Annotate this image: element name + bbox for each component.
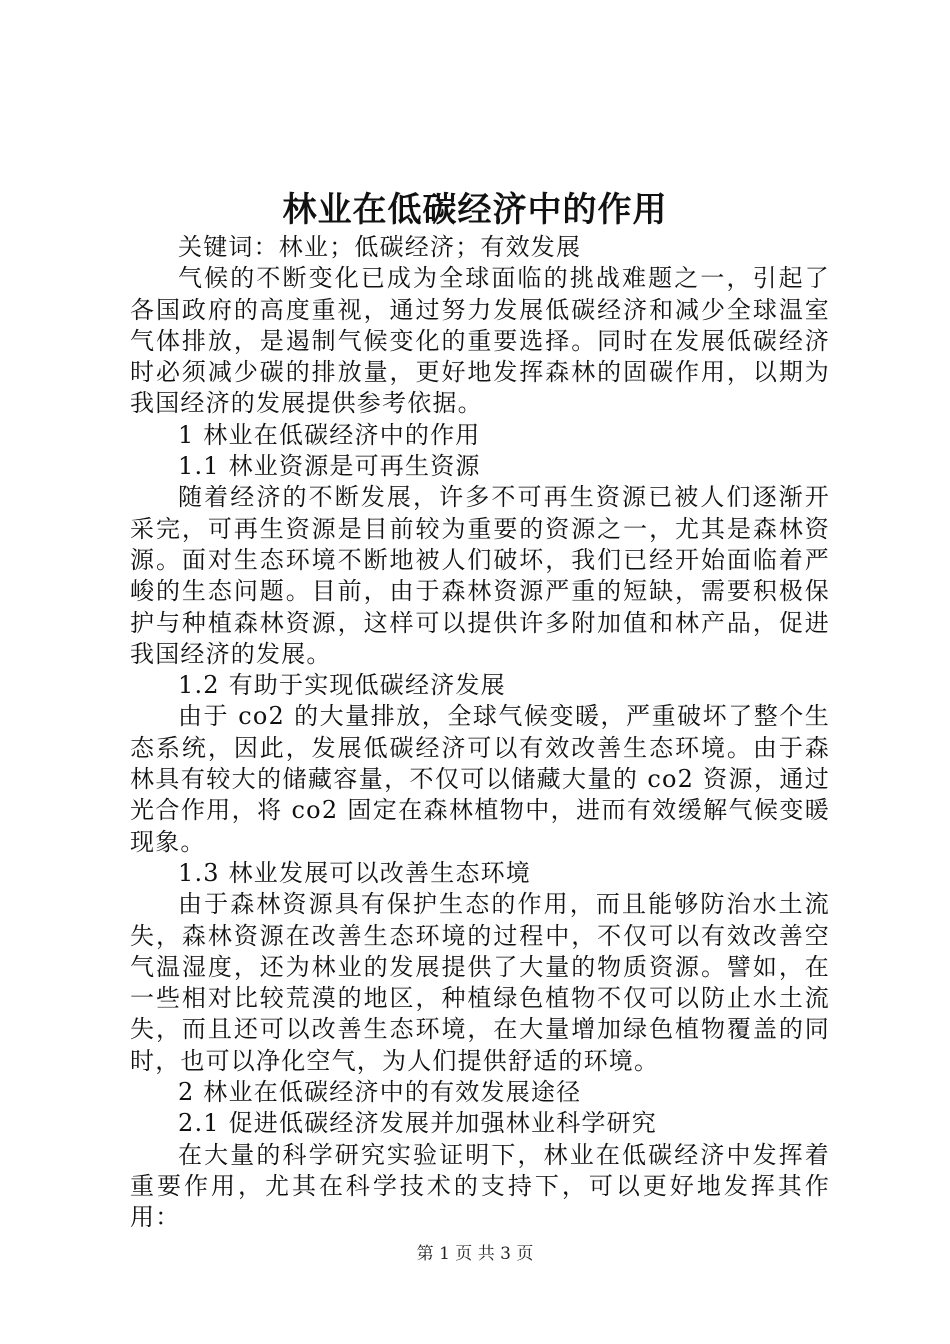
section-heading-2: 2 林业在低碳经济中的有效发展途径 <box>178 1078 582 1107</box>
page-footer: 第 1 页 共 3 页 <box>416 1244 534 1264</box>
paragraph-2-1: 在大量的科学研究实验证明下，林业在低碳经济中发挥着重要作用，尤其在科学技术的支持下，可以更好地发挥其作用： <box>130 1140 830 1232</box>
subsection-heading-1-2: 1.2 有助于实现低碳经济发展 <box>178 671 506 700</box>
section-heading-1: 1 林业在低碳经济中的作用 <box>178 420 481 449</box>
subsection-heading-2-1: 2.1 促进低碳经济发展并加强林业科学研究 <box>178 1109 657 1138</box>
keywords-line: 关键词：林业；低碳经济；有效发展 <box>178 233 582 261</box>
subsection-heading-1-1: 1.1 林业资源是可再生资源 <box>178 452 481 481</box>
paragraph-1-2: 由于 co2 的大量排放，全球气候变暖，严重破坏了整个生态系统，因此，发展低碳经济可以有效改善生态环境。由于森林具有较大的储藏容量，不仅可以储藏大量的 co2 资源，通过光合作用，将 co2 固定在森林植物中，进而有效缓解气候变暖现象。 <box>130 702 830 856</box>
paragraph-1-1: 随着经济的不断发展，许多不可再生资源已被人们逐渐开采完，可再生资源是目前较为重要的资源之一，尤其是森林资源。面对生态环境不断地被人们破坏，我们已经开始面临着严峻的生态问题。目前，由于森林资源严重的短缺，需要积极保护与种植森林资源，这样可以提供许多附加值和林产品，促进我国经济的发展。 <box>130 483 830 668</box>
paragraph-1-3: 由于森林资源具有保护生态的作用，而且能够防治水土流失，森林资源在改善生态环境的过程中，不仅可以有效改善空气温湿度，还为林业的发展提供了大量的物质资源。譬如，在一些相对比较荒漠的地区，种植绿色植物不仅可以防止水土流失，而且还可以改善生态环境，在大量增加绿色植物覆盖的同时，也可以净化空气，为人们提供舒适的环境。 <box>130 890 830 1075</box>
subsection-heading-1-3: 1.3 林业发展可以改善生态环境 <box>178 858 531 887</box>
intro-paragraph: 气候的不断变化已成为全球面临的挑战难题之一，引起了各国政府的高度重视，通过努力发展低碳经济和减少全球温室气体排放，是遏制气候变化的重要选择。同时在发展低碳经济时必须减少碳的排放量，更好地发挥森林的固碳作用，以期为我国经济的发展提供参考依据。 <box>130 264 830 418</box>
document-body <box>130 232 830 1234</box>
document-title: 林业在低碳经济中的作用 <box>282 190 668 230</box>
